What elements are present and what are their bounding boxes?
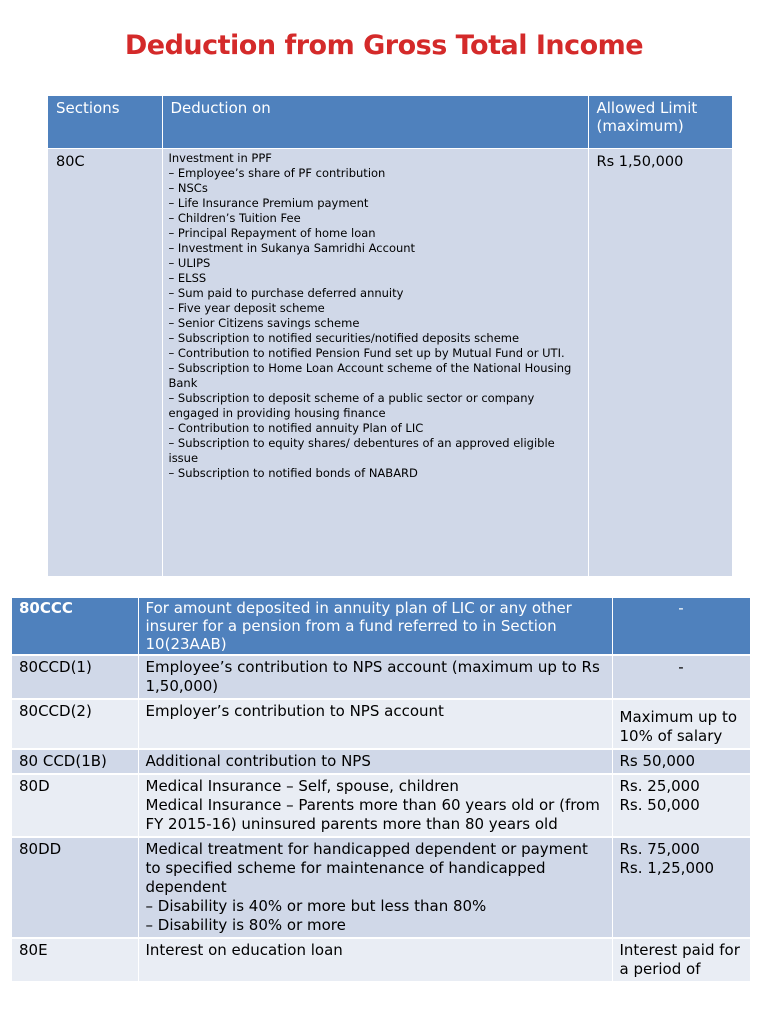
deduction-cell: Employee’s contribution to NPS account (maximum up to Rs 1,50,000): [138, 655, 612, 699]
limit-line: Rs. 1,25,000: [619, 859, 715, 877]
list-item: – Subscription to equity shares/ debentures of an approved eligible issue: [168, 436, 555, 465]
deduction-cell: Interest on education loan: [138, 938, 612, 981]
list-item: – Senior Citizens savings scheme: [168, 316, 360, 330]
list-item: – Investment in Sukanya Samridhi Account: [168, 241, 416, 255]
deduction-cell: [138, 774, 612, 837]
deduction-cell: [138, 837, 612, 938]
list-item: – Subscription to notified securities/notified deposits scheme: [168, 331, 520, 345]
limit-line: Rs. 25,000: [619, 777, 700, 795]
table-row: [12, 655, 750, 699]
list-item: – NSCs: [168, 181, 208, 195]
list-item: – Employee’s share of PF contribution: [168, 166, 386, 180]
list-item: – ELSS: [168, 271, 207, 285]
header-deduction-on: Deduction on: [162, 96, 588, 149]
list-item: – Contribution to notified annuity Plan of LIC: [168, 421, 424, 435]
limit-line: Rs. 75,000: [619, 840, 700, 858]
limit-line: Rs. 50,000: [619, 796, 700, 814]
deduction-line: – Disability is 80% or more: [145, 916, 346, 934]
deduction-line: Medical Insurance – Parents more than 60 years old or (from FY 2015-16) uninsured parents more than 80 years old: [145, 796, 600, 833]
deduction-cell: Additional contribution to NPS: [138, 749, 612, 774]
list-item: – Sum paid to purchase deferred annuity: [168, 286, 404, 300]
table-header-row: [48, 96, 732, 149]
list-item: – Life Insurance Premium payment: [168, 196, 369, 210]
limit-cell: [612, 837, 750, 938]
deduction-cell: Employer’s contribution to NPS account: [138, 699, 612, 749]
section-cell: 80CCD(1): [12, 655, 138, 699]
section-cell: 80DD: [12, 837, 138, 938]
list-item: – Five year deposit scheme: [168, 301, 325, 315]
deduction-line: – Disability is 40% or more but less than 80%: [145, 897, 487, 915]
page-title: Deduction from Gross Total Income: [124, 30, 644, 61]
limit-cell: Rs 50,000: [612, 749, 750, 774]
table-row: [12, 938, 750, 981]
deduction-table-80c: [48, 96, 733, 576]
table-row: [12, 837, 750, 938]
table-row: [12, 749, 750, 774]
list-item: – Subscription to notified bonds of NABARD: [168, 466, 418, 480]
limit-cell: Rs 1,50,000: [588, 149, 732, 577]
limit-cell: Maximum up to 10% of salary: [612, 699, 750, 749]
list-item: – Contribution to notified Pension Fund set up by Mutual Fund or UTI.: [168, 346, 565, 360]
section-cell: 80D: [12, 774, 138, 837]
deduction-table-other: [12, 598, 751, 981]
limit-cell: Interest paid for a period of: [612, 938, 750, 981]
section-cell: 80E: [12, 938, 138, 981]
list-item: – Principal Repayment of home loan: [168, 226, 376, 240]
list-item: – Children’s Tuition Fee: [168, 211, 301, 225]
list-item: – ULIPS: [168, 256, 211, 270]
deduction-line: Medical treatment for handicapped dependent or payment to specified scheme for maintenance of handicapped dependent: [145, 840, 588, 896]
header-sections: Sections: [48, 96, 162, 149]
deduction-80ccc: For amount deposited in annuity plan of LIC or any other insurer for a pension from a fund referred to in Section 10(23AAB): [138, 598, 612, 655]
section-cell: 80 CCD(1B): [12, 749, 138, 774]
table-header-row: [12, 598, 750, 655]
list-item: – Subscription to Home Loan Account scheme of the National Housing Bank: [168, 361, 572, 390]
table-row: [12, 699, 750, 749]
header-allowed-limit: Allowed Limit (maximum): [588, 96, 732, 149]
section-cell: 80CCD(2): [12, 699, 138, 749]
list-item: – Subscription to deposit scheme of a public sector or company engaged in providing housing finance: [168, 391, 535, 420]
table-row: [48, 149, 732, 577]
list-item: Investment in PPF: [168, 151, 272, 165]
section-cell: 80C: [48, 149, 162, 577]
deduction-line: Medical Insurance – Self, spouse, children: [145, 777, 459, 795]
deduction-list-cell: [162, 149, 588, 577]
limit-cell: [612, 774, 750, 837]
limit-cell: -: [612, 655, 750, 699]
section-80ccc: 80CCC: [12, 598, 138, 655]
limit-80ccc: -: [612, 598, 750, 655]
table-row: [12, 774, 750, 837]
